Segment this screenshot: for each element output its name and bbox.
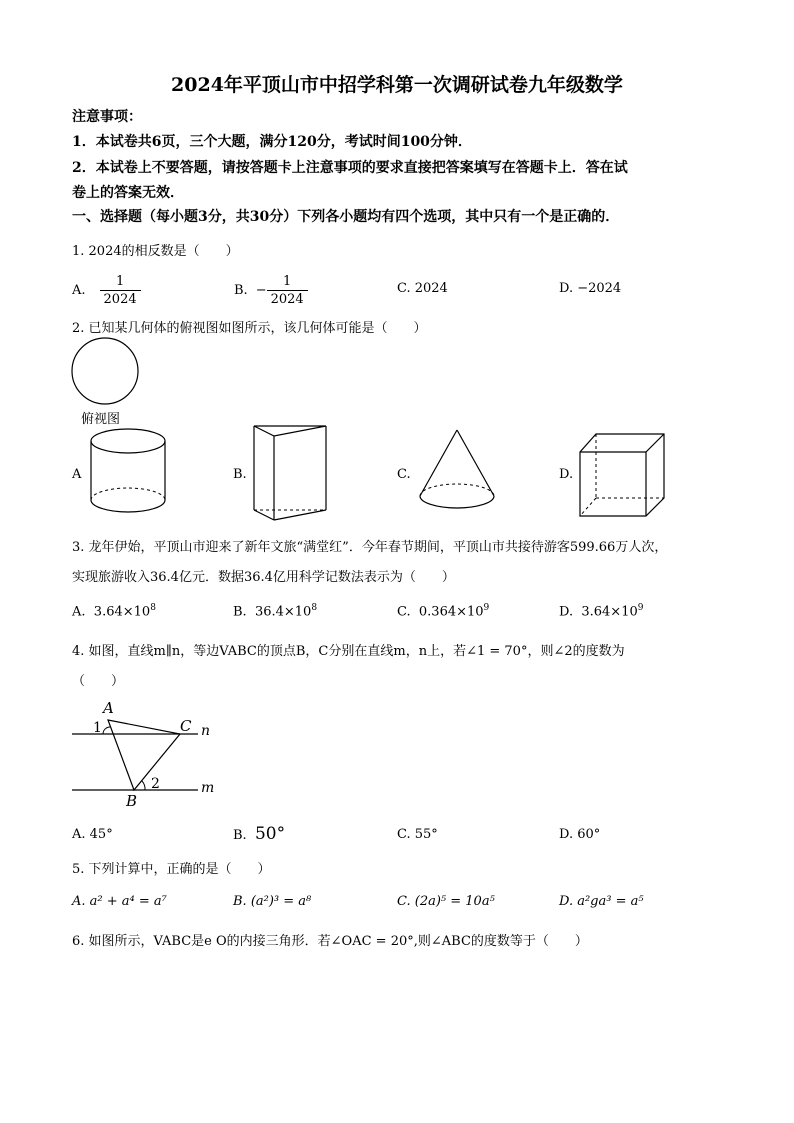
q3-c-exp: 9 bbox=[483, 603, 490, 613]
q3-d-exp: 9 bbox=[637, 603, 644, 613]
q5-stem: 5. 下列计算中，正确的是（ ） bbox=[72, 862, 271, 877]
page-title: 2024年平顶山市中招学科第一次调研试卷九年级数学 bbox=[171, 74, 623, 96]
q3-d-base: 3.64×10 bbox=[581, 604, 638, 620]
top-view-label: 俯视图 bbox=[81, 412, 121, 427]
q6-stem: 6. 如图所示，VABC是e O的内接三角形．若∠OAC = 20°,则∠ABC的度数等于（ ） bbox=[72, 934, 588, 949]
q3-option-c bbox=[397, 603, 489, 619]
label-a: A bbox=[103, 699, 114, 717]
q3-option-d bbox=[559, 603, 643, 619]
q2-option-b: B. bbox=[233, 467, 247, 482]
q3-c-base: 0.364×10 bbox=[418, 604, 484, 620]
label-n: n bbox=[201, 723, 211, 739]
notice-item-3: 卷上的答案无效． bbox=[72, 185, 184, 201]
q1-b-den: 2024 bbox=[270, 291, 304, 307]
q2-option-d: D. bbox=[559, 467, 574, 482]
q1-a-label: A. bbox=[72, 282, 86, 298]
top-view-circle-icon bbox=[70, 340, 142, 404]
label-angle-1: 1 bbox=[93, 720, 102, 736]
triangular-prism-icon bbox=[252, 424, 332, 524]
q1-b-label: B. bbox=[234, 282, 248, 298]
q1-b-sign: − bbox=[255, 282, 267, 298]
q4-b-label: B. bbox=[233, 828, 247, 843]
angle-2-arc bbox=[142, 781, 145, 790]
q1-option-c: C. 2024 bbox=[397, 281, 448, 296]
q1-option-a bbox=[72, 270, 141, 310]
notice-item-1: 1．本试卷共6页，三个大题，满分120分，考试时间100分钟． bbox=[72, 134, 472, 150]
label-c: C bbox=[180, 717, 192, 735]
label-m: m bbox=[201, 780, 215, 796]
q3-line-1: 3. 龙年伊始，平顶山市迎来了新年文旅“满堂红”．今年春节期间，平顶山市共接待游客599.66万人次， bbox=[72, 540, 668, 555]
q5-option-a: A. a² + a⁴ = a⁷ bbox=[72, 894, 167, 909]
q1-stem: 1. 2024的相反数是（ ） bbox=[72, 244, 239, 259]
q3-option-a bbox=[72, 603, 156, 619]
q3-d-label: D. bbox=[559, 604, 574, 620]
cube-icon bbox=[578, 432, 670, 520]
q3-a-base: 3.64×10 bbox=[93, 604, 151, 620]
q1-b-num: 1 bbox=[267, 273, 308, 291]
notice-heading: 注意事项： bbox=[72, 109, 142, 125]
q4-option-a: A. 45° bbox=[72, 827, 113, 842]
q1-a-fraction bbox=[100, 273, 141, 308]
q3-b-base: 36.4×10 bbox=[254, 604, 312, 620]
angle-1-arc bbox=[103, 727, 110, 734]
q1-option-d: D. −2024 bbox=[559, 281, 622, 296]
q3-b-label: B. bbox=[233, 604, 247, 620]
q2-option-c: C. bbox=[397, 467, 411, 482]
q3-a-exp: 8 bbox=[150, 603, 156, 613]
label-b: B bbox=[126, 792, 138, 810]
q1-a-den: 2024 bbox=[103, 291, 137, 307]
q4-b-value: 50° bbox=[254, 824, 286, 844]
q3-line-2: 实现旅游收入36.4亿元．数据36.4亿用科学记数法表示为（ ） bbox=[72, 570, 455, 585]
cylinder-icon bbox=[88, 428, 170, 516]
q2-stem: 2. 已知某几何体的俯视图如图所示，该几何体可能是（ ） bbox=[72, 321, 427, 336]
q4-figure bbox=[70, 698, 220, 810]
q4-option-d: D. 60° bbox=[559, 827, 601, 842]
q4-option-c: C. 55° bbox=[397, 827, 438, 842]
section-1-heading: 一、选择题（每小题3分，共30分）下列各小题均有四个选项，其中只有一个是正确的． bbox=[72, 209, 620, 225]
q4-line-2: （ ） bbox=[72, 674, 125, 689]
q4-option-b bbox=[233, 824, 285, 844]
q2-option-a: A bbox=[72, 467, 82, 482]
q3-c-label: C. bbox=[397, 604, 411, 620]
q5-option-d: D. a²ga³ = a⁵ bbox=[559, 894, 644, 909]
triangle-abc bbox=[108, 720, 180, 790]
q3-option-b bbox=[233, 603, 317, 619]
q5-option-b: B. (a²)³ = a⁸ bbox=[233, 894, 312, 909]
q4-line-1: 4. 如图，直线m∥n，等边VABC的顶点B，C分别在直线m，n上，若∠1 = 70°，则∠2的度数为 bbox=[72, 644, 625, 659]
q1-a-num: 1 bbox=[100, 273, 141, 291]
q1-b-fraction bbox=[267, 273, 308, 308]
notice-item-2: 2．本试卷上不要答题，请按答题卡上注意事项的要求直接把答案填写在答题卡上．答在试 bbox=[72, 160, 628, 176]
q5-option-c: C. (2a)⁵ = 10a⁵ bbox=[397, 894, 495, 909]
q3-a-label: A. bbox=[72, 604, 86, 620]
q1-option-b bbox=[234, 270, 308, 310]
cone-icon bbox=[416, 428, 500, 520]
q3-b-exp: 8 bbox=[311, 603, 318, 613]
label-angle-2: 2 bbox=[151, 776, 160, 792]
